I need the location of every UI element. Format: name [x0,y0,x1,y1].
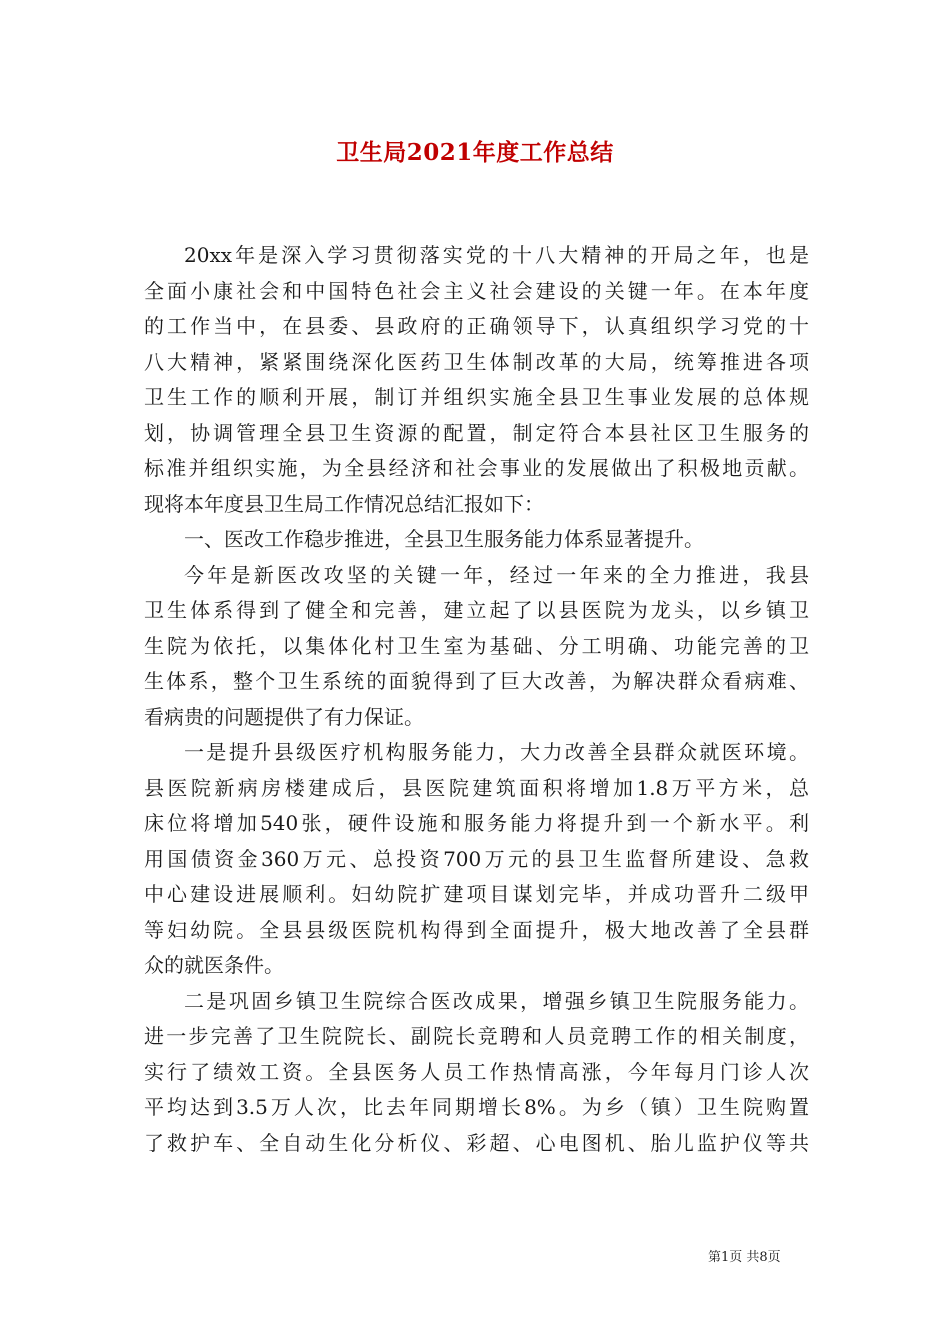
body-line: 床位将增加540张，硬件设施和服务能力将提升到一个新水平。利 [144,811,809,835]
body-line: 一、医改工作稳步推进，全县卫生服务能力体系显著提升。 [184,527,704,551]
body-line: 今年是新医改攻坚的关键一年，经过一年来的全力推进，我县 [184,562,809,587]
body-line: 用国债资金360万元、总投资700万元的县卫生监督所建设、急救 [144,846,809,871]
body-line: 等妇幼院。全县县级医院机构得到全面提升，极大地改善了全县群 [144,917,809,942]
body-line: 众的就医条件。 [144,953,284,977]
body-line: 一是提升县级医疗机构服务能力，大力改善全县群众就医环境。 [184,740,809,764]
body-line: 卫生工作的顺利开展，制订并组织实施全县卫生事业发展的总体规 [144,385,809,409]
document-body [144,238,809,1161]
body-line: 平均达到3.5万人次，比去年同期增长8%。为乡（镇）卫生院购置 [144,1095,809,1119]
body-line: 划，协调管理全县卫生资源的配置，制定符合本县社区卫生服务的 [144,420,809,445]
body-line: 县医院新病房楼建成后，县医院建筑面积将增加1.8万平方米，总 [144,775,809,800]
body-line: 卫生体系得到了健全和完善，建立起了以县医院为龙头，以乡镇卫 [144,598,809,622]
body-line: 的工作当中，在县委、县政府的正确领导下，认真组织学习党的十 [144,314,809,338]
body-line: 全面小康社会和中国特色社会主义社会建设的关键一年。在本年度 [144,278,809,303]
body-line: 标准并组织实施，为全县经济和社会事业的发展做出了积极地贡献。 [144,456,809,480]
body-line: 实行了绩效工资。全县医务人员工作热情高涨，今年每月门诊人次 [144,1059,809,1084]
body-line: 了救护车、全自动生化分析仪、彩超、心电图机、胎儿监护仪等共 [144,1130,809,1155]
body-line: 中心建设进展顺利。妇幼院扩建项目谋划完毕，并成功晋升二级甲 [144,882,809,906]
body-line: 现将本年度县卫生局工作情况总结汇报如下： [144,491,544,516]
body-line: 二是巩固乡镇卫生院综合医改成果，增强乡镇卫生院服务能力。 [184,988,809,1013]
document-title: 卫生局2021年度工作总结 [336,139,614,166]
body-line: 看病贵的问题提供了有力保证。 [144,704,424,729]
page-footer: 第1页 共8页 [708,1250,781,1265]
body-line: 生体系，整个卫生系统的面貌得到了巨大改善，为解决群众看病难、 [144,669,809,693]
body-line: 生院为依托，以集体化村卫生室为基础、分工明确、功能完善的卫 [144,633,809,658]
body-line: 八大精神，紧紧围绕深化医药卫生体制改革的大局，统筹推进各项 [144,349,809,374]
body-line: 进一步完善了卫生院院长、副院长竞聘和人员竞聘工作的相关制度， [144,1024,809,1048]
body-line: 20xx年是深入学习贯彻落实党的十八大精神的开局之年，也是 [184,243,809,267]
